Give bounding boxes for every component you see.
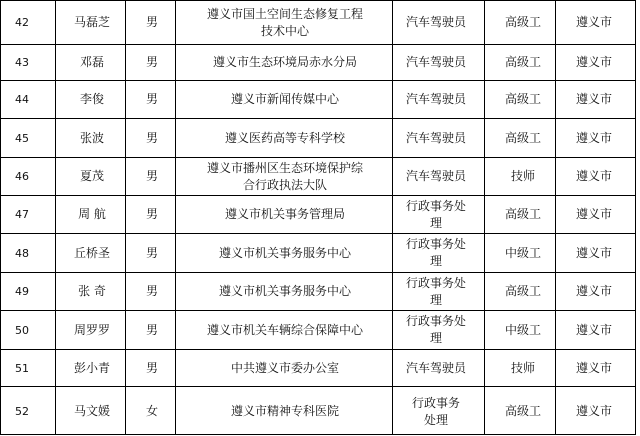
cell-title-text: 高级工 xyxy=(504,15,541,29)
cell-name-text: 李俊 xyxy=(79,92,104,106)
cell-name xyxy=(52,1,132,44)
cell-name xyxy=(52,350,132,386)
cell-title xyxy=(484,311,562,349)
cell-name-text: 周 航 xyxy=(78,207,106,221)
cell-city xyxy=(560,45,628,80)
cell-unit-line: 遵义市机关事务管理局 xyxy=(224,207,345,221)
cell-unit xyxy=(180,1,390,44)
cell-title xyxy=(484,350,562,386)
cell-title-text: 高级工 xyxy=(504,207,541,221)
cell-unit xyxy=(180,158,390,195)
cell-post xyxy=(393,1,479,44)
cell-post-line: 理 xyxy=(429,331,442,345)
cell-unit-line: 中共遵义市委办公室 xyxy=(230,360,339,375)
cell-post xyxy=(393,158,479,195)
cell-unit xyxy=(180,196,390,233)
cell-unit-line: 遵义市精神专科医院 xyxy=(230,404,339,418)
cell-num-text: 45 xyxy=(15,131,29,145)
cell-post-line: 汽车驾驶员 xyxy=(405,55,466,69)
cell-city xyxy=(560,273,628,310)
cell-title xyxy=(484,45,562,80)
cell-num-text: 49 xyxy=(15,285,29,298)
cell-num-text: 42 xyxy=(15,16,29,29)
cell-sex-text: 女 xyxy=(145,404,158,418)
cell-num xyxy=(2,119,42,157)
cell-num-text: 44 xyxy=(15,93,29,106)
cell-title-text: 高级工 xyxy=(504,130,541,145)
cell-post-line: 汽车驾驶员 xyxy=(405,169,466,183)
cell-post xyxy=(393,119,479,157)
cell-title-text: 高级工 xyxy=(504,55,541,69)
cell-city xyxy=(560,119,628,157)
cell-city xyxy=(560,311,628,349)
cell-name xyxy=(52,387,132,436)
cell-city-text: 遵义市 xyxy=(575,15,612,29)
cell-name xyxy=(52,45,132,80)
cell-num-text: 47 xyxy=(15,208,29,221)
cell-title xyxy=(484,158,562,195)
cell-name-text: 丘桥圣 xyxy=(73,245,110,260)
cell-title xyxy=(484,273,562,310)
cell-num-text: 52 xyxy=(15,405,29,418)
cell-name xyxy=(52,234,132,272)
cell-sex-text: 男 xyxy=(145,130,158,145)
cell-unit xyxy=(180,350,390,386)
cell-name-text: 邓磊 xyxy=(79,55,104,69)
cell-post-line: 理 xyxy=(429,215,442,230)
cell-city-text: 遵义市 xyxy=(575,404,612,418)
cell-sex xyxy=(126,273,178,310)
cell-unit-line: 遵义市播州区生态环境保护综 xyxy=(206,160,363,175)
cell-post-line: 行政事务 xyxy=(411,395,460,410)
cell-sex-text: 男 xyxy=(145,245,158,260)
cell-unit-line: 遵义市机关事务服务中心 xyxy=(218,284,351,298)
cell-unit xyxy=(180,81,390,118)
cell-name-text: 夏茂 xyxy=(79,169,104,183)
cell-title xyxy=(484,387,562,436)
cell-sex-text: 男 xyxy=(145,360,158,375)
cell-title xyxy=(484,119,562,157)
cell-post-line: 处理 xyxy=(423,412,448,427)
cell-sex-text: 男 xyxy=(145,55,158,69)
cell-title xyxy=(484,1,562,44)
cell-unit xyxy=(180,119,390,157)
cell-post-line: 理 xyxy=(429,292,442,307)
cell-post xyxy=(393,234,479,272)
cell-name-text: 张波 xyxy=(79,130,104,145)
cell-name-text: 马磊芝 xyxy=(73,15,110,29)
cell-unit xyxy=(180,387,390,436)
cell-city xyxy=(560,234,628,272)
cell-num xyxy=(2,81,42,118)
cell-name xyxy=(52,158,132,195)
cell-post xyxy=(393,45,479,80)
cell-unit-line: 遵义市生态环境局赤水分局 xyxy=(212,55,357,69)
cell-post-line: 行政事务处 xyxy=(405,314,466,328)
cell-city xyxy=(560,350,628,386)
cell-city-text: 遵义市 xyxy=(575,169,612,183)
cell-num xyxy=(2,234,42,272)
cell-num xyxy=(2,196,42,233)
cell-unit xyxy=(180,234,390,272)
cell-title xyxy=(484,81,562,118)
cell-unit-line: 遵义市新闻传媒中心 xyxy=(230,92,339,106)
cell-num xyxy=(2,350,42,386)
cell-name xyxy=(52,273,132,310)
cell-num xyxy=(2,45,42,80)
cell-post-line: 行政事务处 xyxy=(405,275,466,290)
cell-unit-line: 遵义市机关事务服务中心 xyxy=(218,245,351,260)
cell-num xyxy=(2,311,42,349)
cell-name xyxy=(52,196,132,233)
cell-sex-text: 男 xyxy=(145,207,158,221)
cell-title-text: 高级工 xyxy=(504,404,541,418)
cell-post-line: 理 xyxy=(429,254,442,268)
cell-sex xyxy=(126,119,178,157)
cell-unit-line: 遵义医药高等专科学校 xyxy=(224,130,345,145)
cell-city xyxy=(560,158,628,195)
cell-title xyxy=(484,234,562,272)
cell-num xyxy=(2,273,42,310)
cell-name xyxy=(52,119,132,157)
cell-title-text: 技师 xyxy=(510,360,535,375)
cell-city-text: 遵义市 xyxy=(575,284,612,298)
cell-name-text: 张 奇 xyxy=(78,284,106,298)
cell-sex xyxy=(126,45,178,80)
cell-name xyxy=(52,311,132,349)
cell-sex-text: 男 xyxy=(145,15,158,29)
cell-city-text: 遵义市 xyxy=(575,245,612,260)
cell-num-text: 51 xyxy=(15,361,29,375)
cell-post xyxy=(393,196,479,233)
cell-sex-text: 男 xyxy=(145,284,158,298)
cell-post xyxy=(393,273,479,310)
cell-sex xyxy=(126,311,178,349)
cell-post-line: 行政事务处 xyxy=(405,237,466,251)
cell-post-line: 汽车驾驶员 xyxy=(405,130,466,145)
cell-unit-line: 遵义市机关车辆综合保障中心 xyxy=(206,322,363,337)
cell-post xyxy=(393,311,479,349)
cell-title-text: 中级工 xyxy=(504,322,541,337)
cell-unit xyxy=(180,273,390,310)
cell-title xyxy=(484,196,562,233)
cell-unit xyxy=(180,311,390,349)
cell-title-text: 技师 xyxy=(510,169,535,183)
cell-num xyxy=(2,158,42,195)
cell-sex-text: 男 xyxy=(145,92,158,106)
cell-unit-line: 遵义市国土空间生态修复工程 xyxy=(206,6,363,21)
column-rule xyxy=(635,0,636,435)
cell-title-text: 高级工 xyxy=(504,92,541,106)
cell-post xyxy=(393,81,479,118)
cell-sex xyxy=(126,158,178,195)
cell-num-text: 43 xyxy=(15,56,29,69)
cell-city-text: 遵义市 xyxy=(575,322,612,337)
cell-sex xyxy=(126,81,178,118)
cell-title-text: 高级工 xyxy=(504,284,541,298)
column-rule xyxy=(0,0,1,435)
cell-unit-line: 合行政执法大队 xyxy=(242,177,327,192)
cell-post xyxy=(393,387,479,436)
cell-sex xyxy=(126,350,178,386)
cell-num-text: 50 xyxy=(15,323,29,337)
cell-name xyxy=(52,81,132,118)
cell-post-line: 行政事务处 xyxy=(405,198,466,213)
cell-post-line: 汽车驾驶员 xyxy=(405,360,466,375)
cell-sex xyxy=(126,1,178,44)
cell-sex xyxy=(126,387,178,436)
cell-sex xyxy=(126,196,178,233)
cell-num-text: 46 xyxy=(15,170,29,183)
cell-post xyxy=(393,350,479,386)
cell-name-text: 周罗罗 xyxy=(73,322,110,337)
cell-num xyxy=(2,1,42,44)
cell-unit-line: 技术中心 xyxy=(260,23,309,38)
cell-city xyxy=(560,387,628,436)
cell-num-text: 48 xyxy=(15,246,29,260)
cell-sex xyxy=(126,234,178,272)
cell-city xyxy=(560,81,628,118)
cell-city xyxy=(560,1,628,44)
cell-city-text: 遵义市 xyxy=(575,360,612,375)
cell-city-text: 遵义市 xyxy=(575,55,612,69)
cell-city-text: 遵义市 xyxy=(575,92,612,106)
cell-name-text: 彭小青 xyxy=(73,360,110,375)
cell-num xyxy=(2,387,42,436)
cell-sex-text: 男 xyxy=(145,169,158,183)
cell-post-line: 汽车驾驶员 xyxy=(405,15,466,29)
cell-name-text: 马文媛 xyxy=(73,404,110,418)
cell-city-text: 遵义市 xyxy=(575,130,612,145)
cell-sex-text: 男 xyxy=(145,322,158,337)
cell-city-text: 遵义市 xyxy=(575,207,612,221)
cell-title-text: 中级工 xyxy=(504,245,541,260)
cell-unit xyxy=(180,45,390,80)
cell-post-line: 汽车驾驶员 xyxy=(405,92,466,106)
cell-city xyxy=(560,196,628,233)
